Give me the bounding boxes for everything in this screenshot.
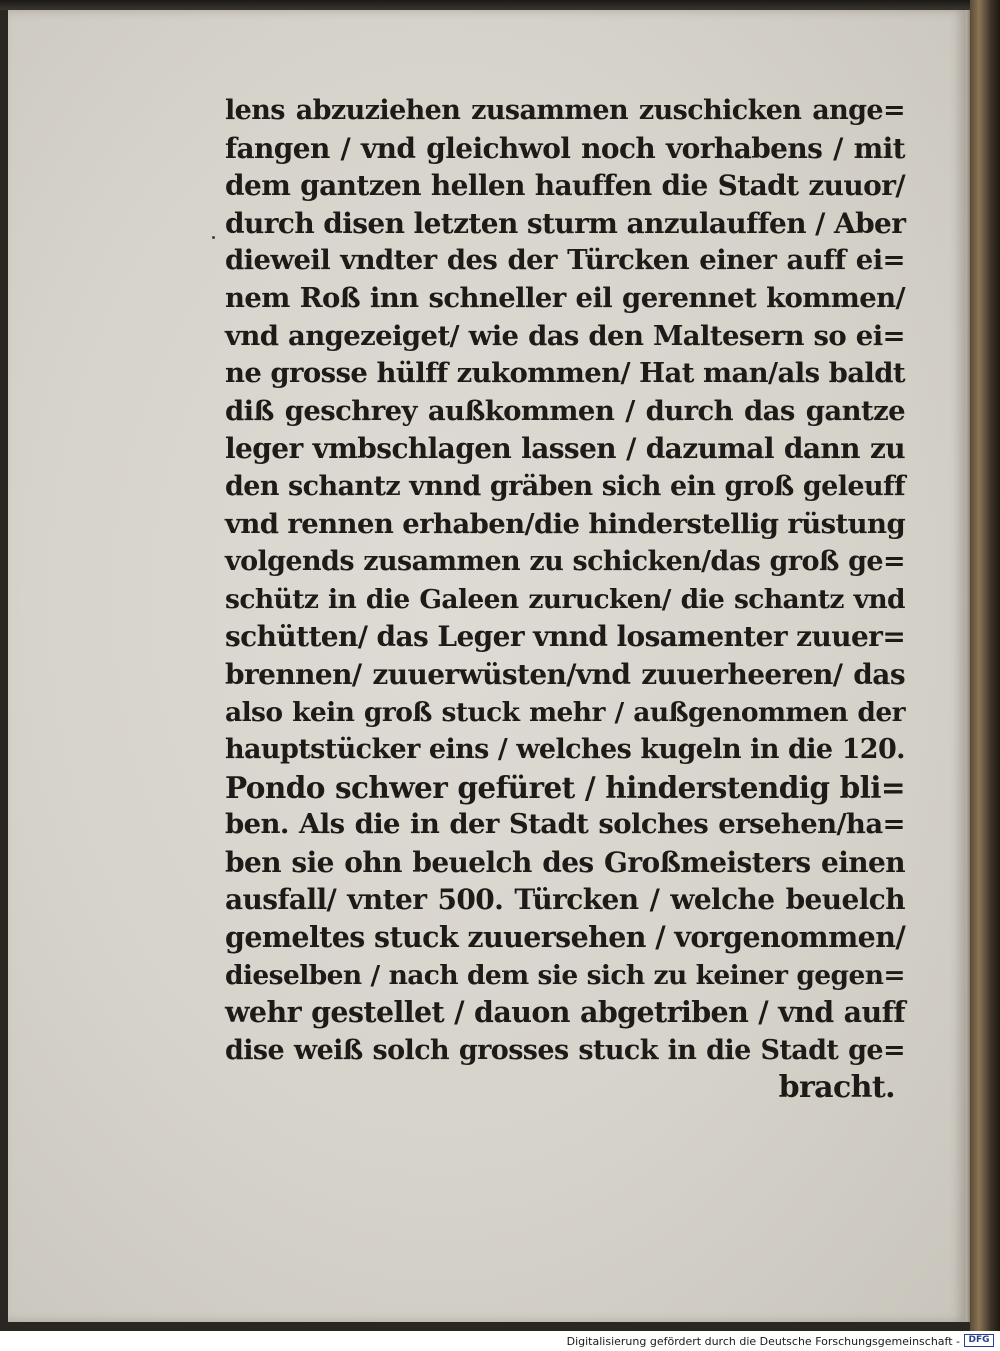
text-line: gemeltes stuck zuuersehen / vorgenommen/ bbox=[225, 920, 906, 955]
scan-top-edge bbox=[0, 0, 1000, 10]
dfg-logo: DFG bbox=[964, 1334, 994, 1347]
text-line: ben. Als die in der Stadt solches ersehen/ha= bbox=[225, 808, 905, 841]
text-line: hauptstücker eins / welches kugeln in die 120. bbox=[225, 734, 905, 766]
text-line: ben sie ohn beuelch des Großmeisters einen bbox=[225, 845, 905, 879]
text-line: ne grosse hülff zukommen/ Hat man/als baldt bbox=[225, 357, 905, 390]
text-line: dem gantzen hellen hauffen die Stadt zuuor/ bbox=[225, 169, 905, 203]
text-line: schütz in die Galeen zurucken/ die schantz vnd bbox=[225, 583, 905, 615]
text-line: vnd angezeiget/ wie das den Maltesern so ei= bbox=[225, 319, 905, 352]
text-line: leger vmbschlagen lassen / dazumal dann zu bbox=[225, 432, 905, 466]
text-line: brennen/ zuuerwüsten/vnd zuuerheeren/ das bbox=[225, 657, 905, 691]
text-line: wehr gestellet / dauon abgetriben / vnd auff bbox=[225, 995, 905, 1030]
margin-mark bbox=[212, 236, 215, 239]
text-line: bracht. bbox=[778, 1070, 895, 1106]
text-line: ausfall/ vnter 500. Türcken / welche beuelch bbox=[225, 883, 905, 917]
footer bbox=[0, 1331, 1000, 1351]
text-line: dise weiß solch grosses stuck in die Stadt ge= bbox=[225, 1034, 905, 1066]
text-line: diß geschrey außkommen / durch das gantze bbox=[225, 394, 905, 427]
text-line: fangen / vnd gleichwol noch vorhabens / mit bbox=[225, 131, 905, 165]
text-line: vnd rennen erhaben/die hinderstellig rüstung bbox=[225, 507, 906, 540]
text-line: durch disen letzten sturm anzulauffen / Aber bbox=[225, 206, 906, 240]
text-line: schütten/ das Leger vnnd losamenter zuuer= bbox=[225, 620, 906, 654]
text-line: dieselben / nach dem sie sich zu keiner gegen= bbox=[225, 959, 905, 991]
book-binding bbox=[970, 0, 1000, 1331]
text-line: also kein groß stuck mehr / außgenommen der bbox=[225, 696, 905, 728]
text-line: dieweil vndter des der Türcken einer auff ei= bbox=[225, 244, 905, 277]
text-line: lens abzuziehen zusammen zuschicken ange= bbox=[225, 95, 905, 126]
text-line: nem Roß inn schneller eil gerennet kommen/ bbox=[225, 281, 905, 314]
text-line: Pondo schwer gefüret / hinderstendig bli= bbox=[225, 769, 905, 805]
page-text bbox=[225, 92, 905, 1107]
text-line: den schantz vnnd gräben sich ein groß geleuff bbox=[225, 470, 905, 502]
funding-notice: Digitalisierung gefördert durch die Deutsche Forschungsgemeinschaft - bbox=[566, 1335, 960, 1348]
text-line: volgends zusammen zu schicken/das groß ge= bbox=[225, 546, 905, 578]
